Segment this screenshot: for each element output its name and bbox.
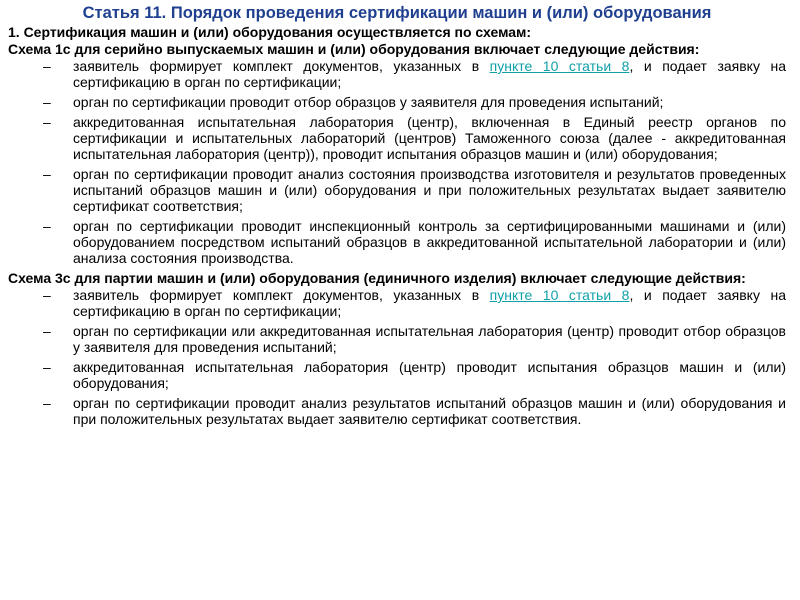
list-item (8, 323, 786, 355)
article-title: Статья 11. Порядок проведения сертификации машин и (или) оборудования (82, 4, 712, 22)
scheme-3c-heading: Схема 3с для партии машин и (или) оборудования (единичного изделия) включает следующие действия: (8, 270, 746, 286)
list-item (8, 58, 786, 90)
item-text: аккредитованная испытательная лаборатория (центр) проводит испытания образцов машин и (или) оборудования; (73, 359, 786, 391)
dash-bullet: – (43, 114, 51, 130)
list-item (8, 395, 786, 427)
item-text: , и подает заявку на сертификацию в орган по сертификации; (73, 287, 786, 319)
item-text: заявитель формирует комплект документов, указанных в (73, 58, 490, 74)
item-text: , и подает заявку на сертификацию в орган по сертификации; (73, 58, 786, 90)
item-text: орган по сертификации или аккредитованная испытательная лаборатория (центр) проводит отбор образцов у заявителя для проведения испытаний; (73, 323, 786, 355)
item-text: орган по сертификации проводит отбор образцов у заявителя для проведения испытаний; (73, 94, 664, 110)
scheme-1c-steps (8, 58, 786, 266)
item-text: орган по сертификации проводит инспекционный контроль за сертифицированными машинами и (или) оборудованием посредством испытаний образцов в аккредитованной испытательной лаборатории и (или) анализа состояния производства. (73, 218, 786, 266)
scheme-1c (8, 41, 786, 266)
dash-bullet: – (43, 218, 51, 234)
list-item (8, 218, 786, 266)
article-8-link[interactable]: пункте 10 статьи 8 (489, 287, 630, 303)
item-text: аккредитованная испытательная лаборатория (центр), включенная в Единый реестр органов по сертификации и испытательных лабораторий (центров) Таможенного союза (далее - аккредитованная испытательная лаборатория (центр)), проводит испытания образцов машин и (или) оборудования; (73, 114, 786, 162)
scheme-1c-heading: Схема 1с для серийно выпускаемых машин и (или) оборудования включает следующие действия: (8, 41, 700, 57)
dash-bullet: – (43, 395, 51, 411)
list-item (8, 166, 786, 214)
article-8-link[interactable]: пункте 10 статьи 8 (489, 58, 630, 74)
item-text: заявитель формирует комплект документов, указанных в (73, 287, 490, 303)
scheme-3c (8, 270, 786, 427)
dash-bullet: – (43, 166, 51, 182)
list-item (8, 94, 786, 110)
item-text: орган по сертификации проводит анализ состояния производства изготовителя и результатов проведенных испытаний образцов машин и (или) оборудования и при положительных результатах выдает заявителю сертификат соответствия; (73, 166, 786, 214)
list-item (8, 287, 786, 319)
list-item (8, 114, 786, 162)
dash-bullet: – (43, 323, 51, 339)
item-text: орган по сертификации проводит анализ результатов испытаний образцов машин и (или) оборудования и при положительных результатах выдает заявителю сертификат соответствия. (73, 395, 786, 427)
dash-bullet: – (43, 94, 51, 110)
list-item (8, 359, 786, 391)
intro-paragraph: 1. Сертификация машин и (или) оборудования осуществляется по схемам: (8, 24, 532, 40)
dash-bullet: – (43, 359, 51, 375)
dash-bullet: – (43, 287, 51, 303)
dash-bullet: – (43, 58, 51, 74)
scheme-3c-steps (8, 287, 786, 427)
